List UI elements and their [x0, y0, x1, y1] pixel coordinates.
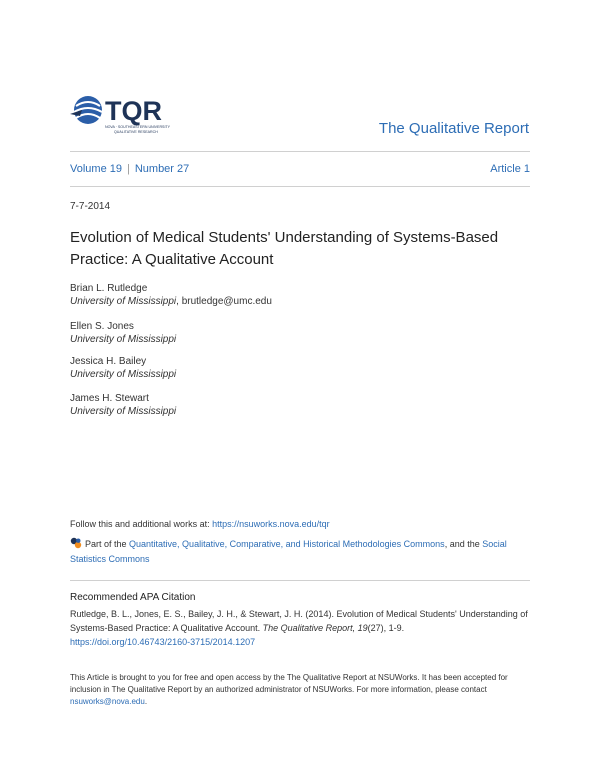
author-name: Ellen S. Jones: [70, 321, 134, 332]
globe-icon: [70, 96, 102, 124]
author-affiliation: University of Mississippi: [70, 369, 177, 380]
logo-text: TQR: [105, 96, 162, 126]
citation-body: Rutledge, B. L., Jones, E. S., Bailey, J. H., & Stewart, J. H. (2014). Evolution of Medical Students' Understanding of Systems-Based Practice: A Qualitative Account.: [70, 609, 528, 633]
citation-text: [70, 607, 530, 649]
contact-email[interactable]: nsuworks@nova.edu: [70, 697, 145, 706]
follow-link[interactable]: https://nsuworks.nova.edu/tqr: [212, 519, 330, 529]
divider-top: [70, 151, 530, 152]
separator: |: [126, 163, 130, 175]
author-affiliation: University of Mississippi: [70, 296, 177, 307]
number-link[interactable]: Number 27: [134, 163, 190, 175]
follow-text: Follow this and additional works at:: [70, 519, 213, 529]
citation-heading: Recommended APA Citation: [70, 592, 196, 603]
part-of-line: [70, 537, 530, 567]
notice-end: .: [144, 697, 148, 706]
citation-journal: The Qualitative Report, 19: [262, 623, 368, 633]
logo-tagline-2: QUALITATIVE RESEARCH: [114, 130, 158, 134]
divider-bottom: [70, 580, 530, 581]
author-4: [70, 392, 176, 418]
tqr-logo: [68, 92, 186, 136]
divider-mid: [70, 186, 530, 187]
author-affiliation: University of Mississippi: [70, 334, 177, 345]
author-2: [70, 320, 176, 346]
part-of-middle: , and the: [444, 539, 483, 549]
follow-line: [70, 519, 330, 529]
part-of-prefix: Part of the: [85, 539, 130, 549]
commons-icon: [70, 537, 82, 549]
author-affiliation: University of Mississippi: [70, 406, 177, 417]
author-name: Jessica H. Bailey: [70, 356, 147, 367]
author-name: Brian L. Rutledge: [70, 283, 148, 294]
author-name: James H. Stewart: [70, 393, 149, 404]
commons-link-2[interactable]: Social Statistics Commons: [70, 539, 507, 564]
logo-tagline-1: NOVA · SOUTHEASTERN UNIVERSITY: [105, 125, 171, 129]
article-link[interactable]: Article 1: [490, 163, 530, 175]
volume-link[interactable]: Volume 19: [70, 163, 122, 175]
notice-text: This Article is brought to you for free and open access by the The Qualitative Report at NSUWorks. It has been accepted for inclusion in The Qualitative Report by an authorized administrator of NSUWorks. For more information, please contact: [70, 673, 508, 694]
journal-name[interactable]: The Qualitative Report: [378, 120, 529, 137]
publication-date: 7-7-2014: [70, 201, 111, 212]
author-email[interactable]: brutledge@umc.edu: [181, 296, 272, 307]
access-notice: [70, 672, 530, 708]
commons-link-1[interactable]: Quantitative, Qualitative, Comparative, and Historical Methodologies Commons: [129, 539, 445, 549]
volume-row: [70, 163, 530, 175]
article-title: Evolution of Medical Students' Understanding of Systems-Based Practice: A Qualitative Account: [70, 229, 499, 268]
author-1: Brian L. Rutledge University of Mississippi, brutledge@umc.edu: [70, 283, 272, 307]
doi-link[interactable]: https://doi.org/10.46743/2160-3715/2014.1207: [70, 637, 256, 647]
author-3: [70, 355, 176, 381]
citation-issue: (27), 1-9.: [367, 623, 405, 633]
